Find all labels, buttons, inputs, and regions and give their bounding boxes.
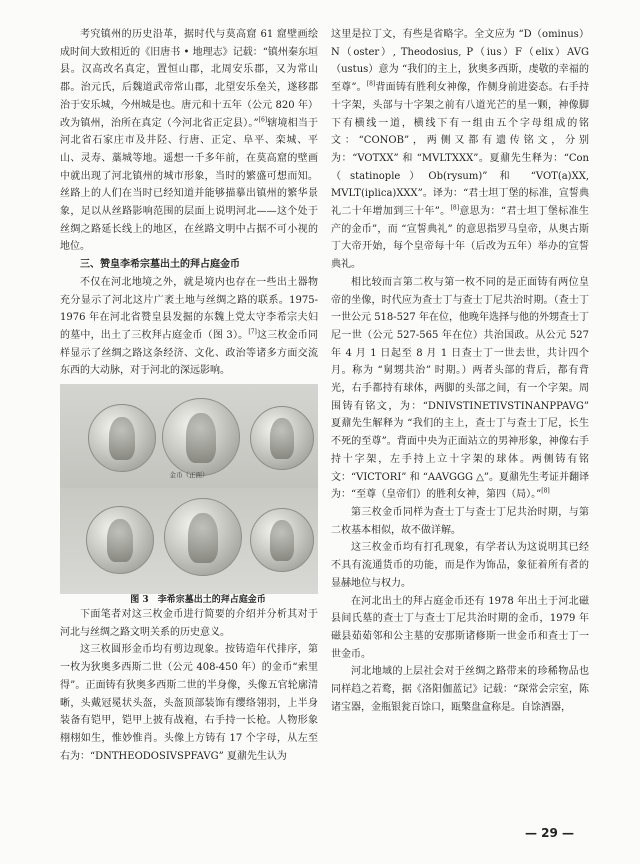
body-paragraph: 这三枚圆形金币均有剪边现象。按铸造年代排序，第一枚为狄奥多西斯二世（公元 408-450 年）的金币“索里得”。正面铸有狄奥多西斯二世的半身像，头像五官轮廓清晰，头戴冠冕状头盔，头盔顶部装饰有缨络翎羽，上半身装备有铠甲，铠甲上披有战袍，右手持一长枪。人物形象栩栩如生，惟妙惟肖。头像上方铸有 17 个字母，从左至右为：“DNTHEODOSIVSPFAVG” 夏鼐先生认为 [60, 644, 318, 762]
body-paragraph: 这三枚金币均有打孔现象，有学者认为这说明其已经不具有流通货币的功能，而是作为饰品，象征着所有者的显赫地位与权力。 [331, 542, 589, 589]
body-paragraph [60, 274, 318, 380]
figure-caption: 图 3 李希宗墓出土的拜占庭金币 [130, 595, 266, 606]
gold-coin-image [86, 506, 154, 574]
paragraph-text: 不仅在河北地境之外，就是境内也存在一些出土器物充分显示了河北这片广袤土地与丝绸之路的联系。1975-1976 年在河北省赞皇县发掘的东魏上党太守李希宗夫妇的墓中，出土了三枚拜占庭金币（图 3）。 [60, 276, 318, 341]
gold-coin-image [88, 404, 156, 472]
footnote-ref: [8] [366, 80, 376, 88]
right-column [331, 26, 589, 716]
gold-coin-image [250, 406, 314, 470]
gold-coin-image [250, 508, 314, 572]
gold-coin-image [164, 498, 242, 576]
footnote-ref: [6] [258, 116, 268, 124]
footnote-ref: [8] [450, 204, 460, 212]
paragraph-text: 考究镇州的历史沿革，据时代与莫高窟 61 窟壁画绘成时间大致相近的《旧唐书 • 地理志》记载：“镇州秦东垣县。汉高改名真定，置恒山郡，北周安乐郡，又为常山郡。治元氏，后魏道武帝常山郡，北望安乐垒关，遂移郡治于安乐城，今州城是也。唐元和十五年（公元 820 年）改为镇州，治所在真定（今河北省正定县）。” [60, 29, 318, 129]
paragraph-text: 辖境相当于河北省石家庄市及井陉、行唐、正定、阜平、栾城、平山、灵寿、藁城等地。遥想一千多年前，在莫高窟的壁画中就出现了河北镇州的城市形象，当时的繁盛可想而知。丝路上的人们在当时已经知道并能够描摹出镇州的繁华景象，足以从丝路影响范围的层面上说明河北——这个处于丝绸之路延长线上的地区，在丝路文明中占据不可小视的地位。 [60, 117, 319, 253]
body-paragraph: 下面笔者对这三枚金币进行简要的介绍并分析其对于河北与丝绸之路文明关系的历史意义。 [60, 609, 318, 638]
paragraph-text: 这里是拉丁文，有些是省略字。全文应为 “D（ominus）N（oster）, Theodosius, P（ius）F（elix）AVG（ustus）意为 “我们的主上，狄奥多西斯，虔敬的幸福的至尊”。 [331, 29, 589, 94]
footnote-ref: [8] [541, 487, 550, 495]
paragraph-text: 背面铸有胜利女神像，作侧身前进姿态。右手持十字架，头部与十字架之前有八道光芒的星一颗，神像脚下有横线一道，横线下有一组由五个字母组成的铭文：“CONOB”，两侧又都有遗传铭文，分别为：“VOTXX” 和 “MVLTXXX”。夏鼐先生释为：“Con（statinople）Ob(rysum)” 和 “VOT(a)XX, MVLT(iplica)XXX”。译为：“君士坦丁堡的标准，宣誓典礼二十年增加到三十年”。 [331, 82, 589, 218]
body-paragraph: 在河北出土的拜占庭金币还有 1978 年出土于河北磁县间氏墓的查士丁与查士丁尼共治时期的金币，1979 年磁县茹茹邻和公主墓的安那斯诸修斯一世金币和查士丁一世金币。 [331, 595, 589, 660]
paragraph-text: 意思为：“君士坦丁堡标准生产的金币”，而 “宣誓典礼” 的意思指罗马皇帝，从奥古斯丁大帝开始，每个皇帝每十年（后改为五年）举办的宣誓典礼。 [331, 206, 589, 271]
figure-label: 金币（正面） [169, 471, 209, 480]
page-number: — 29 — [524, 826, 574, 840]
coin-photo-obverse [60, 384, 318, 488]
gold-coin-image [162, 398, 240, 476]
footnote-ref: [7] [248, 328, 257, 336]
body-paragraph: 第三枚金币同样为查士丁与查士丁尼共治时期，与第二枚基本相似，故不做详解。 [331, 506, 589, 536]
paragraph-text: 这三枚金币同样显示了丝绸之路这条经济、文化、政治等诸多方面交流东西的大动脉，对于河北的深远影响。 [60, 329, 319, 377]
left-column [60, 26, 318, 765]
section-heading: 三、赞皇李希宗墓出土的拜占庭金币 [80, 259, 240, 271]
coin-figure [60, 384, 318, 606]
paragraph-text: 相比较而言第二枚与第一枚不同的是正面铸有两位皇帝的坐像，时代应为查士丁与查士丁尼共治时期。（查士丁一世公元 518-527 年在位，他晚年选择与他的外甥查士丁尼一世（公元 527-565 年在位）共治国政。从公元 527 年 4 月 1 日起至 8 月 1 日查士丁一世去世，共计四个月。称为 “舅甥共治” 时期。）两者头部的背后，都有背光，右手都持有球体，两脚的头部之间，有一个字架。周围铸有铭文，为：“DNIVSTINETIVSTINANPPAVG” 夏鼐先生解释为 “我们的主上，查士丁与查士丁尼，长生不死的至尊”。背面中央为正面站立的男神形象，神像右手持十字架，左手持上立十字架的球体。两侧铸有铭文：“VICTORI” 和 “AAVGGG △”。夏鼐先生考证并翻译为：“至尊（皇帝们）的胜利女神，第四（局）。” [331, 276, 589, 501]
body-paragraph [331, 274, 589, 504]
body-paragraph: 河北地域的上层社会对于丝绸之路带来的珍稀物品也同样趋之若鹜，据《洛阳伽蓝记》记载：“琛常会宗室，陈诸宝器，金瓶银瓮百馀口，瓯檠盘盒称是。自馀酒器， [331, 666, 589, 713]
body-paragraph [331, 26, 589, 274]
coin-photo-reverse [60, 488, 318, 594]
body-paragraph [60, 26, 318, 256]
